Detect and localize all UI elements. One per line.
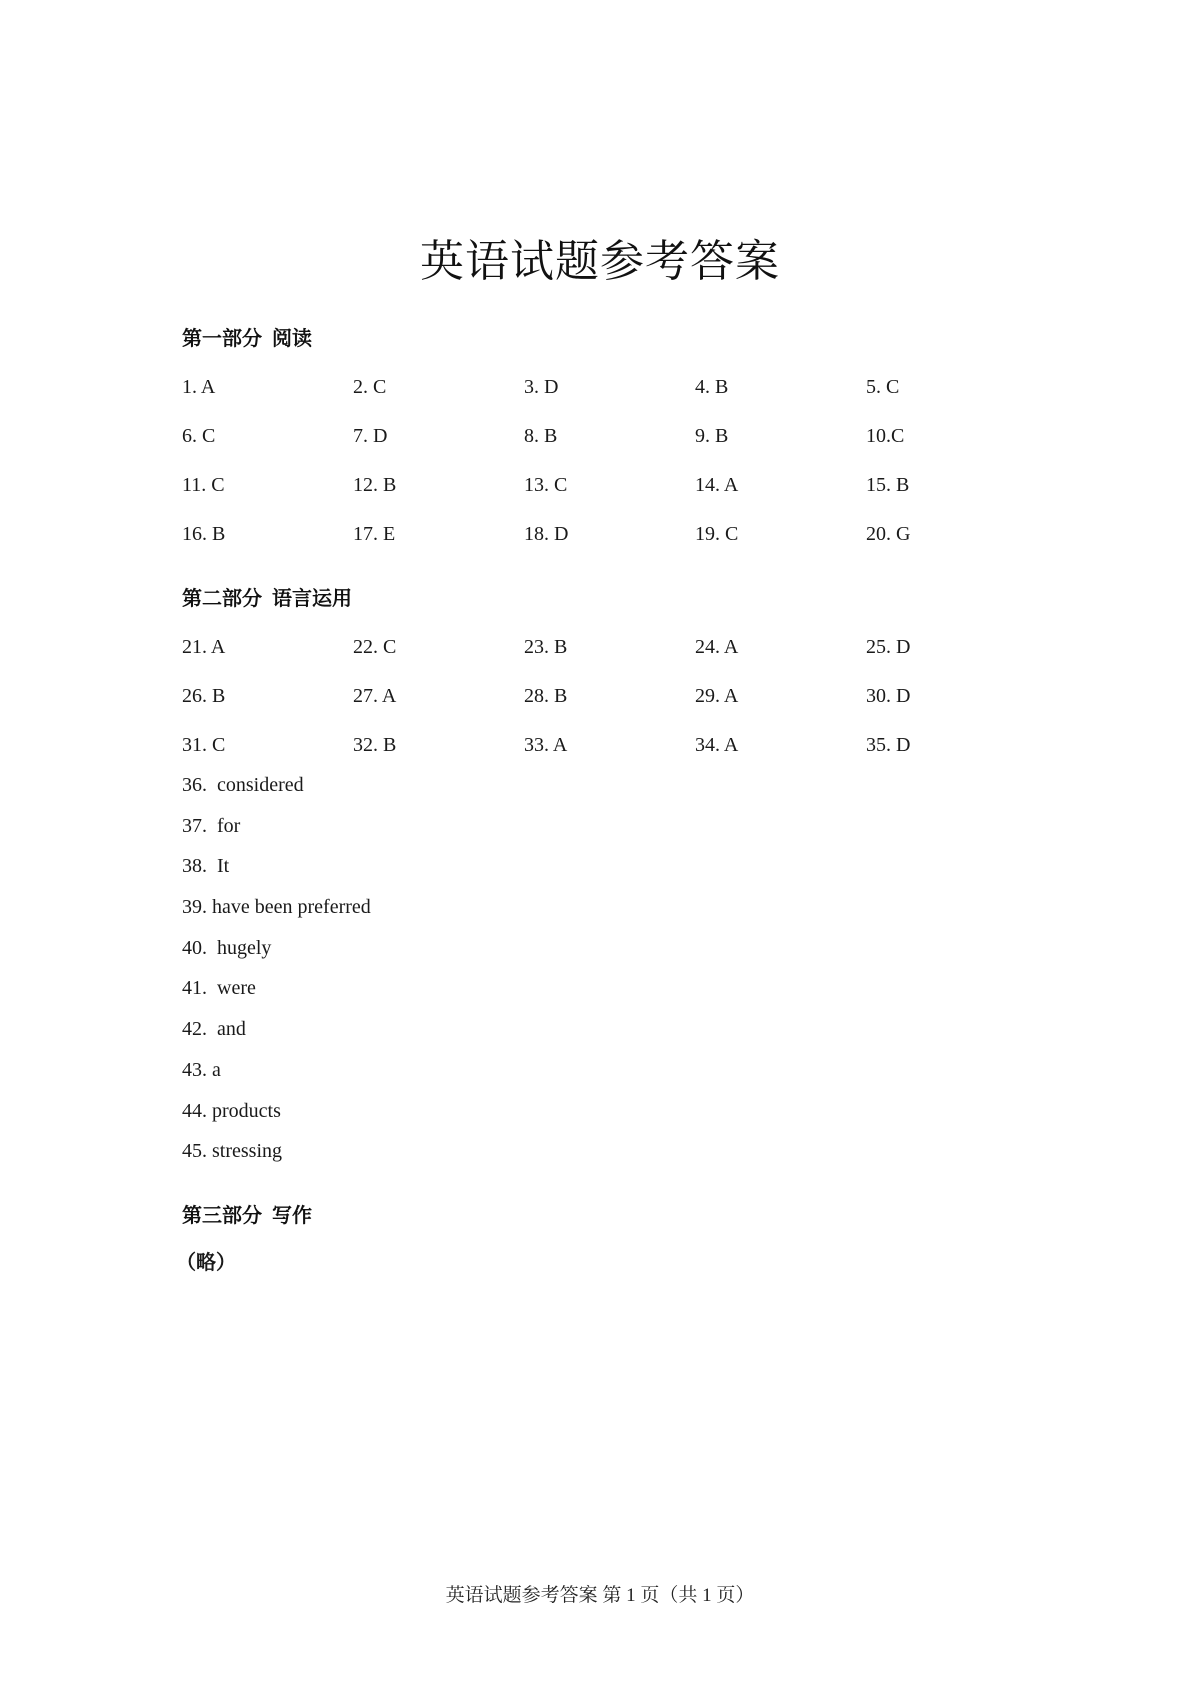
answer-row — [182, 362, 1042, 411]
section-name: 阅读 — [272, 326, 312, 350]
page-title: 英语试题参考答案 — [420, 236, 780, 287]
list-item: 36. considered — [182, 774, 304, 796]
answer-cell: 30. D — [866, 684, 911, 707]
section-heading-language-use — [182, 583, 352, 613]
answer-cell: 35. D — [866, 733, 911, 756]
answer-cell: 8. B — [524, 424, 558, 447]
section-number: 第一部分 — [182, 326, 262, 350]
answer-cell: 24. A — [695, 635, 739, 658]
answer-cell: 2. C — [353, 375, 387, 398]
list-item: 43. a — [182, 1058, 221, 1081]
list-item: 37. for — [182, 814, 241, 837]
answer-cell: 20. G — [866, 522, 911, 545]
list-item: 44. products — [182, 1099, 281, 1122]
answer-cell: 3. D — [524, 375, 559, 398]
answer-cell: 23. B — [524, 635, 568, 658]
list-item: 39. have been preferred — [182, 896, 371, 919]
section-name: 语言运用 — [272, 586, 352, 610]
answer-cell: 19. C — [695, 522, 739, 545]
answer-cell: 27. A — [353, 684, 397, 707]
answer-row — [182, 411, 1042, 460]
answer-cell: 4. B — [695, 375, 729, 398]
section-number: 第三部分 — [182, 1203, 262, 1227]
answer-cell: 1. A — [182, 375, 216, 398]
list-item: 45. stressing — [182, 1140, 282, 1163]
answer-grid-reading — [182, 362, 1042, 558]
section-heading-writing — [182, 1200, 312, 1230]
answer-grid-language-use — [182, 622, 1042, 769]
answer-cell: 9. B — [695, 424, 729, 447]
answer-row — [182, 509, 1042, 558]
answer-cell: 22. C — [353, 635, 397, 658]
answer-cell: 15. B — [866, 473, 910, 496]
answer-cell: 10.C — [866, 424, 905, 447]
list-item: 42. and — [182, 1018, 246, 1041]
section-number: 第二部分 — [182, 586, 262, 610]
answer-cell: 31. C — [182, 733, 226, 756]
answer-cell: 32. B — [353, 733, 397, 756]
list-item: 41. were — [182, 977, 256, 1000]
section-heading-reading — [182, 323, 312, 353]
answer-cell: 25. D — [866, 635, 911, 658]
fill-in-answer-list — [182, 770, 371, 1177]
list-item: 40. hugely — [182, 936, 272, 959]
answer-cell: 12. B — [353, 473, 397, 496]
page-footer: 英语试题参考答案 第 1 页（共 1 页） — [445, 1585, 755, 1606]
section-name: 写作 — [272, 1203, 312, 1227]
answer-cell: 21. A — [182, 635, 226, 658]
answer-row — [182, 720, 1042, 769]
answer-cell: 28. B — [524, 684, 568, 707]
list-item: 38. It — [182, 855, 230, 878]
answer-cell: 16. B — [182, 522, 226, 545]
answer-cell: 33. A — [524, 733, 568, 756]
answer-cell: 14. A — [695, 473, 739, 496]
omitted-note: （略） — [176, 1250, 236, 1274]
answer-cell: 6. C — [182, 424, 216, 447]
answer-row — [182, 460, 1042, 509]
answer-cell: 13. C — [524, 473, 568, 496]
answer-cell: 5. C — [866, 375, 900, 398]
answer-row — [182, 622, 1042, 671]
answer-cell: 29. A — [695, 684, 739, 707]
answer-cell: 18. D — [524, 522, 569, 545]
answer-cell: 26. B — [182, 684, 226, 707]
answer-cell: 7. D — [353, 424, 388, 447]
answer-cell: 34. A — [695, 733, 739, 756]
answer-row — [182, 671, 1042, 720]
answer-cell: 11. C — [182, 473, 225, 496]
answer-cell: 17. E — [353, 522, 396, 545]
